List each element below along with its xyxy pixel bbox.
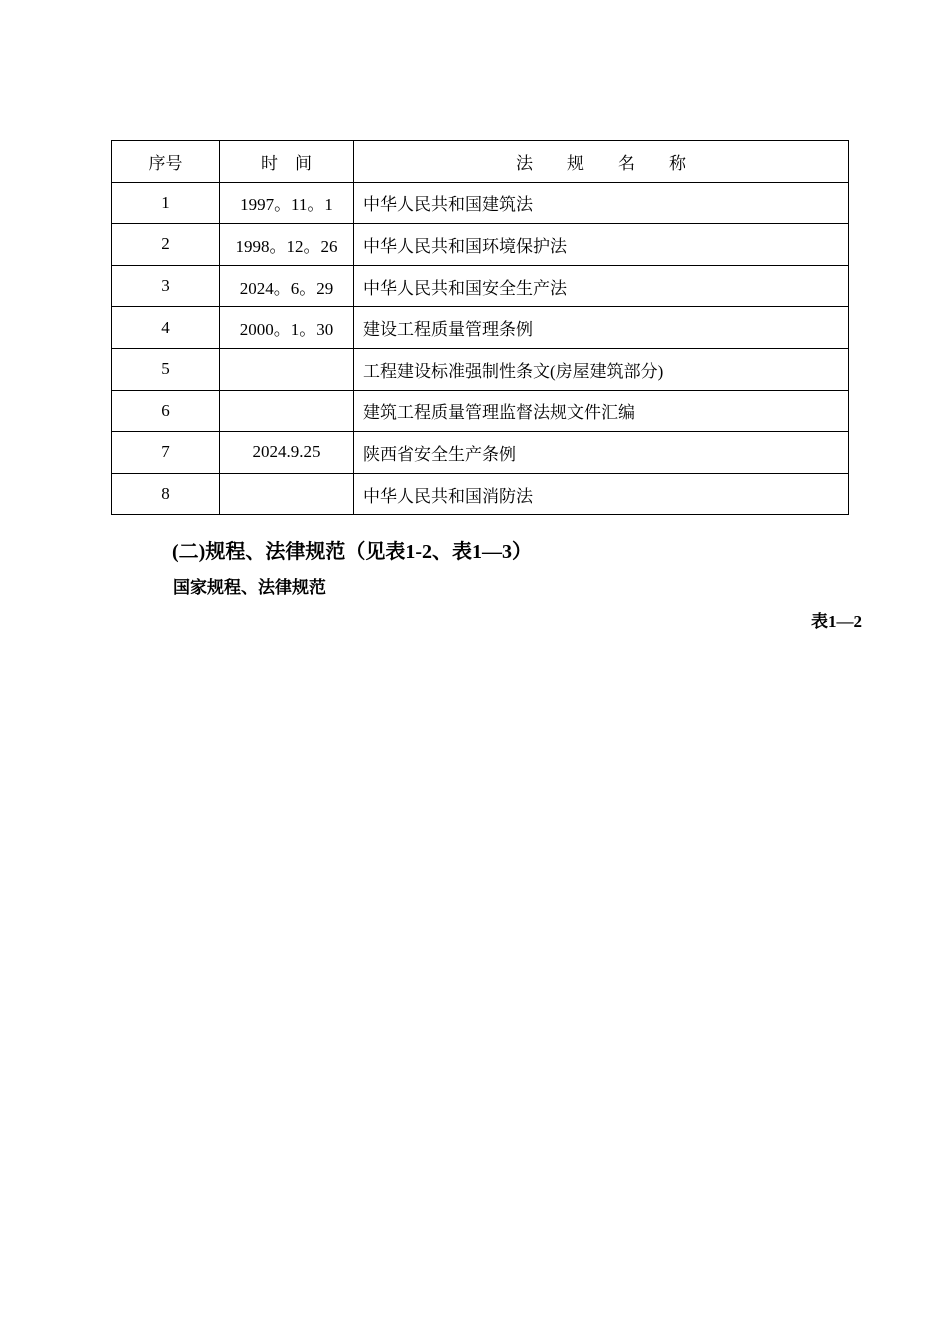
header-date: 时 间 xyxy=(220,141,354,183)
table-row xyxy=(112,182,849,224)
cell-seq: 8 xyxy=(112,473,220,515)
cell-date xyxy=(220,348,354,390)
cell-name: 建设工程质量管理条例 xyxy=(354,307,849,349)
cell-name: 工程建设标准强制性条文(房屋建筑部分) xyxy=(354,348,849,390)
table-row xyxy=(112,348,849,390)
cell-seq: 4 xyxy=(112,307,220,349)
table-caption: 表1—2 xyxy=(811,612,862,631)
cell-date: 2024.9.25 xyxy=(220,432,354,474)
cell-date xyxy=(220,390,354,432)
cell-seq: 6 xyxy=(112,390,220,432)
cell-name: 中华人民共和国建筑法 xyxy=(354,182,849,224)
table-row xyxy=(112,390,849,432)
cell-name: 陕西省安全生产条例 xyxy=(354,432,849,474)
header-name: 法 规 名 称 xyxy=(354,141,849,183)
cell-date: 1998。12。26 xyxy=(220,224,354,266)
cell-seq: 5 xyxy=(112,348,220,390)
cell-seq: 7 xyxy=(112,432,220,474)
cell-date xyxy=(220,473,354,515)
cell-date: 1997。11。1 xyxy=(220,182,354,224)
cell-seq: 3 xyxy=(112,265,220,307)
cell-name: 中华人民共和国消防法 xyxy=(354,473,849,515)
section-heading: (二)规程、法律规范（见表1-2、表1—3） xyxy=(172,541,532,563)
section-subheading: 国家规程、法律规范 xyxy=(173,578,326,597)
cell-date: 2024。6。29 xyxy=(220,265,354,307)
cell-name: 中华人民共和国安全生产法 xyxy=(354,265,849,307)
table-row xyxy=(112,473,849,515)
cell-seq: 2 xyxy=(112,224,220,266)
table-row xyxy=(112,307,849,349)
table-row xyxy=(112,224,849,266)
cell-date: 2000。1。30 xyxy=(220,307,354,349)
table-header-row xyxy=(112,141,849,183)
cell-seq: 1 xyxy=(112,182,220,224)
table-row xyxy=(112,432,849,474)
header-seq: 序号 xyxy=(112,141,220,183)
table-row xyxy=(112,265,849,307)
cell-name: 建筑工程质量管理监督法规文件汇编 xyxy=(354,390,849,432)
laws-table xyxy=(111,140,849,515)
cell-name: 中华人民共和国环境保护法 xyxy=(354,224,849,266)
